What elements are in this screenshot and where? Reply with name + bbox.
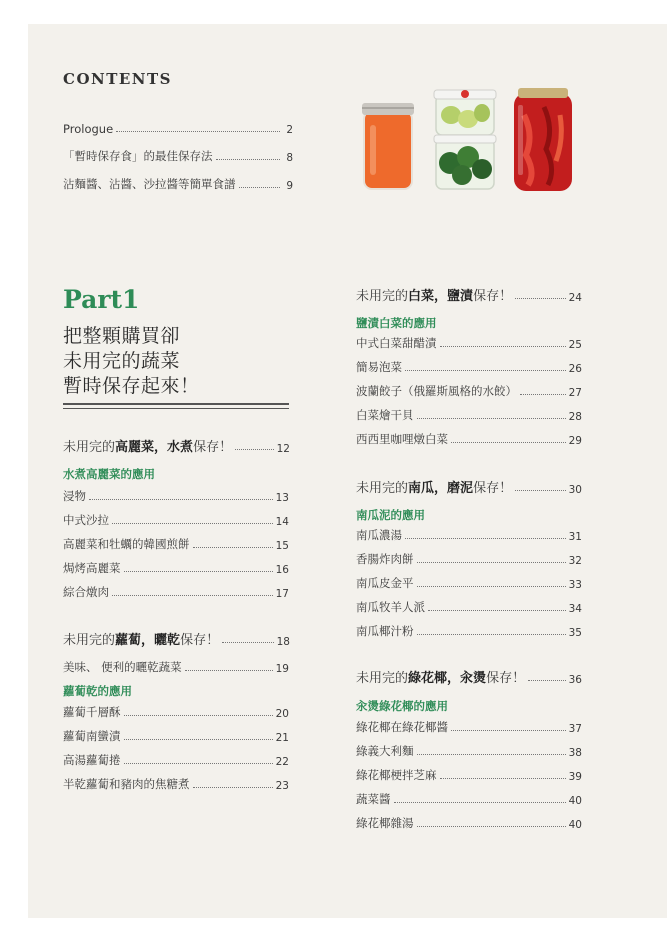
heading-vegetable: 南瓜 (408, 481, 435, 496)
entry-page: 24 (568, 292, 582, 304)
toc-entry[interactable] (63, 776, 289, 792)
entry-page: 19 (275, 663, 289, 675)
entry-title: 半乾蘿蔔和豬肉的焦糖煮 (63, 777, 190, 791)
dot-leader (89, 499, 273, 500)
toc-entry[interactable] (356, 815, 582, 831)
entry-page: 34 (568, 603, 582, 615)
toc-entry[interactable] (356, 335, 582, 351)
section-heading-cabbage[interactable] (63, 437, 290, 455)
entry-title: 南瓜牧羊人派 (356, 600, 425, 614)
section-heading-broccoli[interactable] (356, 668, 582, 686)
dot-leader (440, 346, 566, 347)
dot-leader (417, 586, 566, 587)
dot-leader (193, 787, 273, 788)
entry-page: 16 (275, 564, 289, 576)
toc-entry[interactable] (356, 359, 582, 375)
dot-leader (417, 418, 566, 419)
heading-prefix: 未用完的 (63, 633, 116, 648)
preserve-jars-photo (358, 85, 580, 193)
toc-entry[interactable] (356, 407, 582, 423)
dot-leader (112, 595, 273, 596)
heading-suffix: 保存！ (473, 289, 513, 304)
entry-page: 40 (568, 795, 582, 807)
entry-title: 焗烤高麗菜 (63, 561, 121, 575)
toc-entry[interactable] (63, 728, 289, 744)
heading-suffix: 保存！ (193, 440, 233, 455)
dot-leader (417, 826, 566, 827)
entry-title: 波蘭餃子（俄羅斯風格的水餃） (356, 384, 517, 398)
toc-entry[interactable] (63, 512, 289, 528)
subsection-title: 蘿蔔乾的應用 (63, 684, 132, 698)
toc-entry[interactable] (63, 488, 289, 504)
entry-title: 綜合燉肉 (63, 585, 109, 599)
toc-entry[interactable] (63, 148, 293, 164)
entry-title: 美味、 便利的曬乾蔬菜 (63, 660, 182, 674)
dot-leader (451, 442, 566, 443)
section-heading-pumpkin[interactable] (356, 478, 582, 496)
entry-title: 綠花椰雜湯 (356, 816, 414, 830)
entry-page: 22 (275, 756, 289, 768)
entry-page: 31 (568, 531, 582, 543)
entry-title: 南瓜濃湯 (356, 528, 402, 542)
entry-page: 33 (568, 579, 582, 591)
entry-title: 蘿蔔千層酥 (63, 705, 121, 719)
entry-page: 32 (568, 555, 582, 567)
entry-page: 8 (286, 152, 293, 164)
entry-title: Prologue (63, 122, 114, 136)
entry-title: 蔬菜醬 (356, 792, 391, 806)
heading-suffix: 保存！ (473, 481, 513, 496)
entry-page: 38 (568, 747, 582, 759)
toc-entry[interactable] (356, 791, 582, 807)
heading-method: 曬乾 (154, 633, 181, 648)
entry-title: 蘿蔔南蠻漬 (63, 729, 121, 743)
entry-page: 12 (276, 443, 290, 455)
toc-entry[interactable] (63, 536, 289, 552)
heading-vegetable: 白菜 (408, 289, 435, 304)
heading-vegetable: 綠花椰 (408, 671, 448, 686)
entry-page: 39 (568, 771, 582, 783)
toc-entry[interactable] (63, 752, 289, 768)
toc-entry[interactable] (356, 599, 582, 615)
part-tagline-line: 把整顆購買卻 (63, 325, 181, 347)
entry-page: 30 (568, 484, 582, 496)
entry-page: 28 (568, 411, 582, 423)
section-heading-radish[interactable] (63, 630, 290, 648)
dot-leader (440, 778, 566, 779)
subsection-title: 水煮高麗菜的應用 (63, 467, 155, 481)
dot-leader (417, 754, 566, 755)
dot-leader (515, 490, 566, 491)
toc-entry[interactable] (63, 560, 289, 576)
entry-title: 浸物 (63, 489, 86, 503)
toc-entry[interactable] (356, 575, 582, 591)
entry-title: 南瓜皮金平 (356, 576, 414, 590)
entry-page: 25 (568, 339, 582, 351)
heading-suffix: 保存！ (180, 633, 220, 648)
dot-leader (116, 131, 280, 132)
toc-entry[interactable] (356, 719, 582, 735)
heading-vegetable: 蘿蔔 (115, 633, 142, 648)
dot-leader (417, 634, 566, 635)
dot-leader (112, 523, 273, 524)
entry-page: 29 (568, 435, 582, 447)
toc-entry[interactable] (356, 767, 582, 783)
dot-leader (235, 449, 274, 450)
entry-title: 綠義大利麵 (356, 744, 414, 758)
entry-title: 簡易泡菜 (356, 360, 402, 374)
dot-leader (185, 670, 273, 671)
entry-title: 白菜燴干貝 (356, 408, 414, 422)
toc-entry[interactable] (356, 527, 582, 543)
toc-entry[interactable] (63, 584, 289, 600)
entry-page: 13 (275, 492, 289, 504)
entry-page: 23 (275, 780, 289, 792)
section-heading-napa[interactable] (356, 286, 582, 304)
entry-page: 40 (568, 819, 582, 831)
entry-page: 20 (275, 708, 289, 720)
heading-suffix: 保存！ (486, 671, 526, 686)
toc-entry[interactable] (356, 623, 582, 639)
heading-prefix: 未用完的 (356, 481, 409, 496)
part-tagline-line: 暫時保存起來！ (63, 375, 200, 397)
heading-prefix: 未用完的 (63, 440, 116, 455)
dot-leader (124, 571, 273, 572)
entry-title: 香腸炸肉餅 (356, 552, 414, 566)
heading-separator: ， (447, 671, 461, 686)
divider-rule (63, 403, 289, 405)
heading-prefix: 未用完的 (356, 289, 409, 304)
entry-page: 27 (568, 387, 582, 399)
part-label: Part1 (63, 285, 140, 314)
heading-vegetable: 高麗菜 (115, 440, 155, 455)
heading-method: 汆燙 (460, 671, 487, 686)
entry-title: 沾麵醬、沾醬、沙拉醬等簡單食譜 (63, 177, 236, 191)
divider-rule (63, 408, 289, 409)
dot-leader (216, 159, 281, 160)
entry-title: 綠花椰在綠花椰醬 (356, 720, 448, 734)
heading-separator: ， (154, 440, 168, 455)
dot-leader (428, 610, 566, 611)
toc-entry[interactable] (63, 659, 289, 675)
entry-page: 26 (568, 363, 582, 375)
toc-entry[interactable] (63, 704, 289, 720)
contents-title: CONTENTS (63, 70, 173, 88)
heading-separator: ， (434, 289, 448, 304)
entry-page: 17 (275, 588, 289, 600)
dot-leader (417, 562, 566, 563)
entry-title: 高麗菜和牡蠣的韓國煎餅 (63, 537, 190, 551)
entry-title: 南瓜椰汁粉 (356, 624, 414, 638)
dot-leader (520, 394, 566, 395)
dot-leader (451, 730, 566, 731)
dot-leader (124, 715, 273, 716)
dot-leader (222, 642, 274, 643)
entry-title: 西西里咖哩燉白菜 (356, 432, 448, 446)
dot-leader (239, 187, 281, 188)
entry-page: 2 (286, 124, 293, 136)
dot-leader (394, 802, 566, 803)
heading-separator: ， (141, 633, 155, 648)
entry-title: 「暫時保存食」的最佳保存法 (63, 149, 213, 163)
subsection-title: 南瓜泥的應用 (356, 508, 425, 522)
subsection-title: 汆燙綠花椰的應用 (356, 699, 448, 713)
toc-entry[interactable] (356, 431, 582, 447)
entry-page: 15 (275, 540, 289, 552)
entry-page: 14 (275, 516, 289, 528)
entry-page: 9 (286, 180, 293, 192)
toc-entry[interactable] (63, 120, 293, 136)
toc-entry[interactable] (356, 743, 582, 759)
entry-page: 35 (568, 627, 582, 639)
dot-leader (405, 370, 566, 371)
heading-method: 鹽漬 (447, 289, 474, 304)
dot-leader (193, 547, 273, 548)
heading-separator: ， (434, 481, 448, 496)
subsection-title: 鹽漬白菜的應用 (356, 316, 437, 330)
heading-method: 磨泥 (447, 481, 474, 496)
dot-leader (124, 763, 273, 764)
heading-prefix: 未用完的 (356, 671, 409, 686)
entry-page: 21 (275, 732, 289, 744)
toc-entry[interactable] (356, 383, 582, 399)
dot-leader (515, 298, 566, 299)
entry-page: 36 (568, 674, 582, 686)
entry-title: 綠花椰梗拌芝麻 (356, 768, 437, 782)
part-tagline-line: 未用完的蔬菜 (63, 350, 181, 372)
entry-page: 18 (276, 636, 290, 648)
heading-method: 水煮 (167, 440, 194, 455)
entry-title: 中式沙拉 (63, 513, 109, 527)
toc-entry[interactable] (63, 176, 293, 192)
dot-leader (405, 538, 566, 539)
entry-title: 高湯蘿蔔捲 (63, 753, 121, 767)
toc-entry[interactable] (356, 551, 582, 567)
dot-leader (124, 739, 273, 740)
entry-page: 37 (568, 723, 582, 735)
dot-leader (528, 680, 566, 681)
entry-title: 中式白菜甜醋漬 (356, 336, 437, 350)
